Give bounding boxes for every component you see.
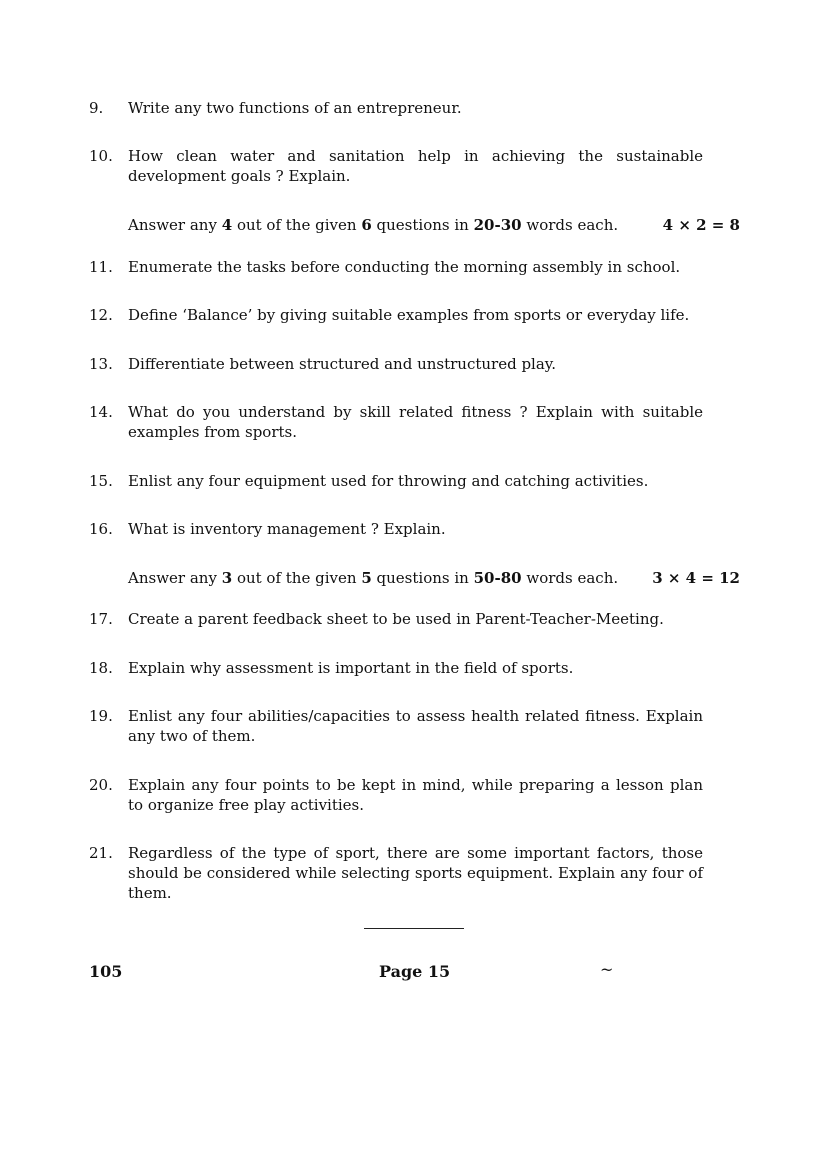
question-number: 10. — [89, 147, 113, 165]
question-15 — [89, 471, 703, 491]
section-marks: 3 × 4 = 12 — [652, 569, 740, 587]
question-number: 13. — [89, 355, 113, 373]
question-14 — [89, 402, 703, 442]
question-21 — [89, 843, 703, 903]
question-text: Regardless of the type of sport, there are some important factors, those should be considered while selecting sports equipment. Explain any four of them. — [128, 844, 703, 902]
question-16 — [89, 519, 703, 539]
instr-middle1: out of the given — [236, 216, 357, 234]
page-number: Page 15 — [379, 962, 451, 981]
instr-suffix: words each. — [526, 569, 619, 587]
instr-count: 3 — [221, 569, 233, 587]
question-17 — [89, 609, 703, 629]
question-text: Write any two functions of an entrepreneur. — [128, 99, 462, 117]
question-text: How clean water and sanitation help in achieving the sustainable development goals ? Explain. — [128, 147, 703, 185]
question-text: What do you understand by skill related fitness ? Explain with suitable examples from sports. — [128, 403, 703, 441]
question-13 — [89, 354, 703, 374]
question-number: 11. — [89, 258, 113, 276]
question-12 — [89, 305, 703, 325]
instr-middle2: questions in — [376, 569, 469, 587]
instr-prefix: Answer any — [128, 569, 217, 587]
question-number: 16. — [89, 520, 113, 538]
section-instruction-long — [128, 568, 740, 588]
paper-code: 105 — [89, 962, 123, 981]
question-18 — [89, 658, 703, 678]
instr-total: 5 — [361, 569, 372, 587]
instr-total: 6 — [361, 216, 372, 234]
question-text: Explain why assessment is important in the field of sports. — [128, 659, 574, 677]
instr-prefix: Answer any — [128, 216, 217, 234]
question-text: Differentiate between structured and unstructured play. — [128, 355, 557, 373]
question-text: Define ‘Balance’ by giving suitable examples from sports or everyday life. — [128, 306, 690, 324]
question-text: Enumerate the tasks before conducting the morning assembly in school. — [128, 258, 681, 276]
question-number: 20. — [89, 776, 113, 794]
question-number: 14. — [89, 403, 113, 421]
question-11 — [89, 257, 703, 277]
section-instruction-short — [128, 215, 740, 235]
section-marks: 4 × 2 = 8 — [662, 216, 740, 234]
question-number: 21. — [89, 844, 113, 862]
instr-count: 4 — [221, 216, 233, 234]
question-text: Enlist any four equipment used for throwing and catching activities. — [128, 472, 649, 490]
question-text: Explain any four points to be kept in mind, while preparing a lesson plan to organize free play activities. — [128, 776, 703, 814]
question-text: Create a parent feedback sheet to be used in Parent-Teacher-Meeting. — [128, 610, 664, 628]
question-number: 17. — [89, 610, 113, 628]
question-20 — [89, 775, 703, 815]
question-number: 9. — [89, 99, 104, 117]
question-9 — [89, 98, 703, 118]
question-19 — [89, 706, 703, 746]
tilde-mark: ~ — [600, 960, 614, 979]
end-divider — [364, 928, 464, 929]
instr-middle2: questions in — [376, 216, 469, 234]
question-number: 18. — [89, 659, 113, 677]
instr-suffix: words each. — [526, 216, 619, 234]
instr-words: 20-30 — [473, 216, 522, 234]
instr-words: 50-80 — [473, 569, 522, 587]
question-text: Enlist any four abilities/capacities to assess health related fitness. Explain any two of them. — [128, 707, 703, 745]
question-number: 12. — [89, 306, 113, 324]
question-text: What is inventory management ? Explain. — [128, 520, 446, 538]
question-number: 15. — [89, 472, 113, 490]
instr-middle1: out of the given — [236, 569, 357, 587]
question-number: 19. — [89, 707, 113, 725]
question-10 — [89, 146, 703, 186]
